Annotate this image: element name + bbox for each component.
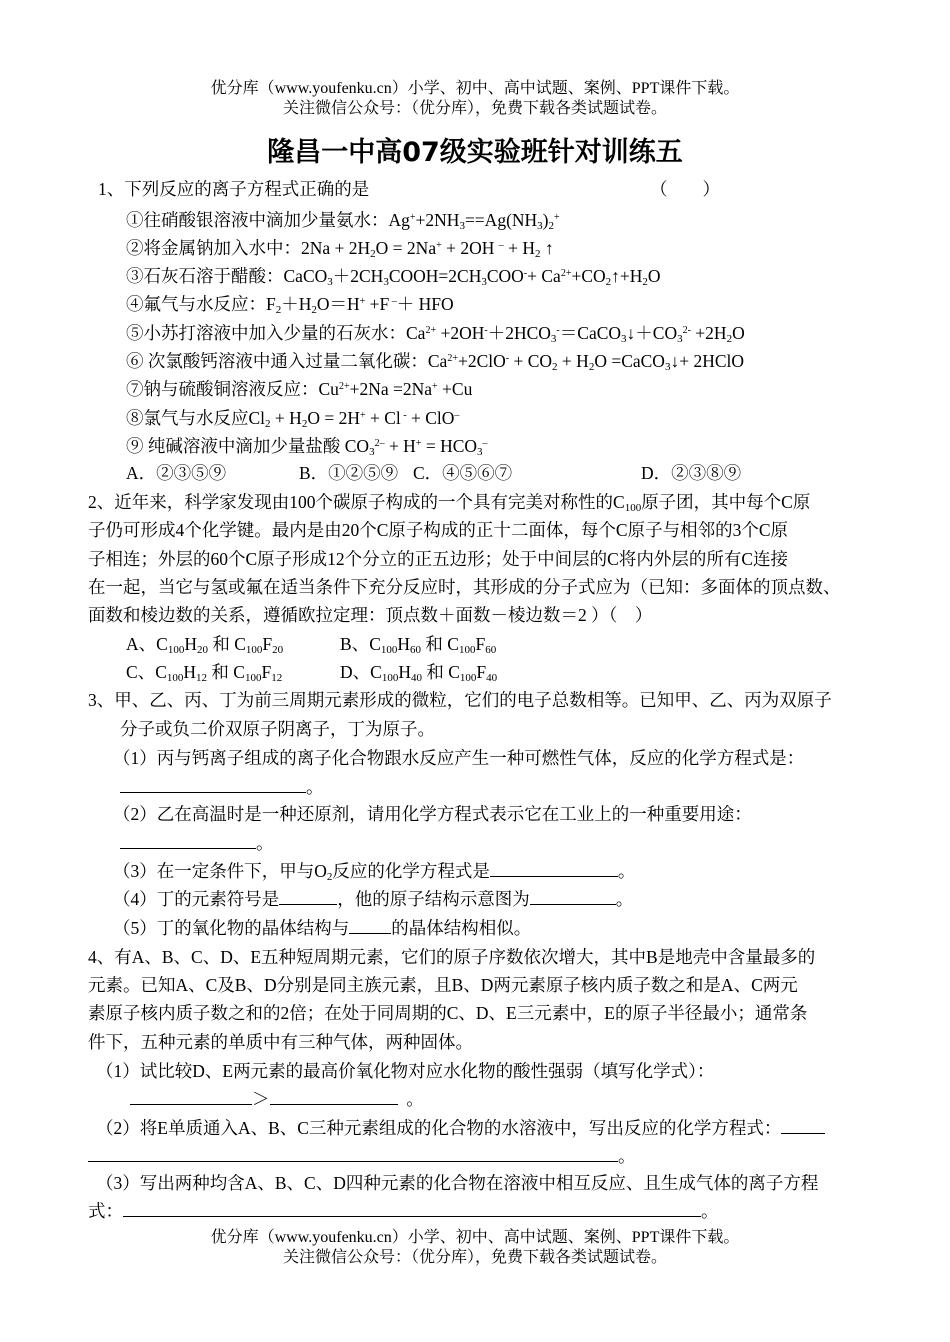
answer-blank[interactable] — [279, 888, 337, 905]
q1-item-6: ⑥ 次氯酸钙溶液中通入过量二氧化碳：$Ca^{2+}+2ClO^- + CO_2 + H_2O$ =CaCO$_3$↓+ 2HClO — [126, 351, 745, 373]
answer-blank[interactable] — [270, 1088, 398, 1105]
q4-line-1: 4、有A、B、C、D、E五种短周期元素，它们的原子序数依次增大，其中B是地壳中含量最多的 — [88, 947, 816, 967]
q4-part-1: （1）试比较D、E两元素的最高价氧化物对应水化物的酸性强弱（填写化学式）： — [96, 1061, 715, 1081]
q1-item-5: ⑤小苏打溶液中加入少量的石灰水：$Ca^{2+}$ $+2OH^-+2HCO_3^-=CaCO_3↓+CO_3^{2-} +2H_2O$ — [126, 323, 745, 345]
q1-item-1: ①往硝酸银溶液中滴加少量氨水：$Ag^++2NH_3==Ag(NH_3)_2^+$ — [126, 210, 560, 232]
answer-blank[interactable] — [349, 917, 391, 934]
page-title: 隆昌一中高07级实验班针对训练五 — [267, 137, 683, 168]
q3-line-1: 3、甲、乙、丙、丁为前三周期元素形成的微粒，它们的电子总数相等。已知甲、乙、丙为双原子 — [88, 690, 832, 710]
q1-item-8: ⑧氯气与水反应$Cl_2 + H_2O = 2H^+ + Cl$ - + ClO– — [126, 408, 460, 430]
q3-part-2: （2）乙在高温时是一种还原剂，请用化学方程式表示它在工业上的一种重要用途： — [113, 804, 752, 824]
answer-blank[interactable] — [530, 888, 616, 905]
answer-blank[interactable] — [781, 1117, 825, 1134]
q3-part-1-answer: 。 — [120, 776, 324, 798]
q3-part-1: （1）丙与钙离子组成的离子化合物跟水反应产生一种可燃性气体，反应的化学方程式是： — [113, 748, 805, 768]
q4-line-4: 件下，五种元素的单质中有三种气体，两种固体。 — [88, 1032, 473, 1052]
footer-line-2: 关注微信公众号：（优分库），免费下载各类试题试卷。 — [282, 1249, 667, 1266]
q1-option-a: A．②③⑤⑨ — [126, 463, 227, 483]
q4-part-2-answer: 。 — [88, 1145, 636, 1167]
q1-option-d: D．②③⑧⑨ — [641, 463, 742, 483]
q4-part-1-answer: ＞ 。 — [130, 1088, 424, 1110]
answer-blank[interactable] — [490, 860, 618, 877]
q4-line-3: 素原子核内质子数之和的2倍；在处于同周期的C、D、E三元素中，E的原子半径最小；通常条 — [88, 1003, 808, 1023]
header-line-1: 优分库（www.youfenku.cn）小学、初中、高中试题、案例、PPT课件下载。 — [210, 80, 740, 97]
q1-answer-paren: （ ） — [650, 179, 720, 199]
q1-item-4: ④氟气与水反应：$F_2+H_2O=H^+ +F$ –＋ HFO — [126, 294, 454, 316]
q2-line-4: 在一起，当它与氢或氟在适当条件下充分反应时，其形成的分子式应为（已知：多面体的顶点数、 — [88, 577, 841, 597]
q1-item-9: ⑨ 纯碱溶液中滴加少量盐酸 $CO_3^{2-} + H^+ = HCO_3^-$ — [126, 436, 488, 458]
header-line-2: 关注微信公众号：（优分库），免费下载各类试题试卷。 — [282, 100, 667, 117]
answer-blank[interactable] — [130, 1088, 252, 1105]
q2-option-a: A、$C_{100}H_{20}$ 和 $C_{100}F_{20}$ — [126, 634, 284, 656]
q2-line-1: 2、近年来，科学家发现由100个碳原子构成的一个具有完美对称性的$C_{100}$原子团，其中每个C原 — [88, 492, 811, 514]
q3-part-2-answer: 。 — [120, 832, 274, 854]
q1-option-b: B．①②⑤⑨ — [299, 463, 399, 483]
q2-line-2: 子仍可形成4个化学键。最内是由20个C原子构成的正十二面体，每个C原子与相邻的3个C原 — [88, 520, 789, 540]
q3-part-5: （5）丁的氧化物的晶体结构与 的晶体结构相似。 — [113, 918, 532, 938]
q2-option-d: D、$C_{100}H_{40}$ 和 $C_{100}F_{40}$ — [340, 662, 498, 684]
q3-part-4: （4）丁的元素符号是 ，他的原子结构示意图为 。 — [113, 889, 634, 909]
q4-part-2: （2）将E单质通入A、B、C三种元素组成的化合物的水溶液中，写出反应的化学方程式： — [96, 1117, 825, 1139]
q4-part-3: （3）写出两种均含A、B、C、D四种元素的化合物在溶液中相互反应、且生成气体的离子方程 — [96, 1173, 819, 1193]
q4-line-2: 元素。已知A、C及B、D分别是同主族元素，且B、D两元素原子核内质子数之和是A、C两元 — [88, 975, 798, 995]
q2-line-5: 面数和棱边数的关系，遵循欧拉定理：顶点数＋面数－棱边数＝2 ）（ ） — [88, 605, 653, 625]
answer-blank[interactable] — [123, 1200, 701, 1217]
answer-blank[interactable] — [120, 832, 256, 849]
q1-option-c: C．④⑤⑥⑦ — [413, 463, 513, 483]
q2-option-c: C、$C_{100}H_{12}$ 和 $C_{100}F_{12}$ — [126, 662, 283, 684]
q3-line-2: 分子或负二价双原子阴离子，丁为原子。 — [120, 719, 435, 739]
answer-blank[interactable] — [88, 1145, 618, 1162]
q3-part-3: （3）在一定条件下，甲与$O_2$反应的化学方程式是 。 — [113, 861, 636, 883]
answer-blank[interactable] — [120, 776, 306, 793]
q1-item-3: ③石灰石溶于醋酸：$CaCO_3+2CH_3COOH=2CH_3COO^-+$ $Ca^{2+}+CO_2↑+H_2O$ — [126, 266, 661, 288]
footer-line-1: 优分库（www.youfenku.cn）小学、初中、高中试题、案例、PPT课件下载。 — [210, 1229, 740, 1246]
q2-option-b: B、$C_{100}H_{60}$ 和 $C_{100}F_{60}$ — [340, 634, 497, 656]
q1-item-7: ⑦钠与硫酸铜溶液反应：$Cu^{2+}+2Na =2Na^+ +Cu$ — [126, 379, 473, 399]
q1-item-2: ②将金属钠加入水中：$2Na + 2H_2O = 2Na^+ + 2OH$ $^- + H_2$ ↑ — [126, 238, 554, 260]
q1-stem: 1、下列反应的离子方程式正确的是 — [98, 179, 370, 199]
q4-part-3-answer: 式： 。 — [88, 1201, 719, 1221]
q2-line-3: 子相连；外层的60个C原子形成12个分立的正五边形；处于中间层的C将内外层的所有C连接 — [88, 549, 789, 569]
